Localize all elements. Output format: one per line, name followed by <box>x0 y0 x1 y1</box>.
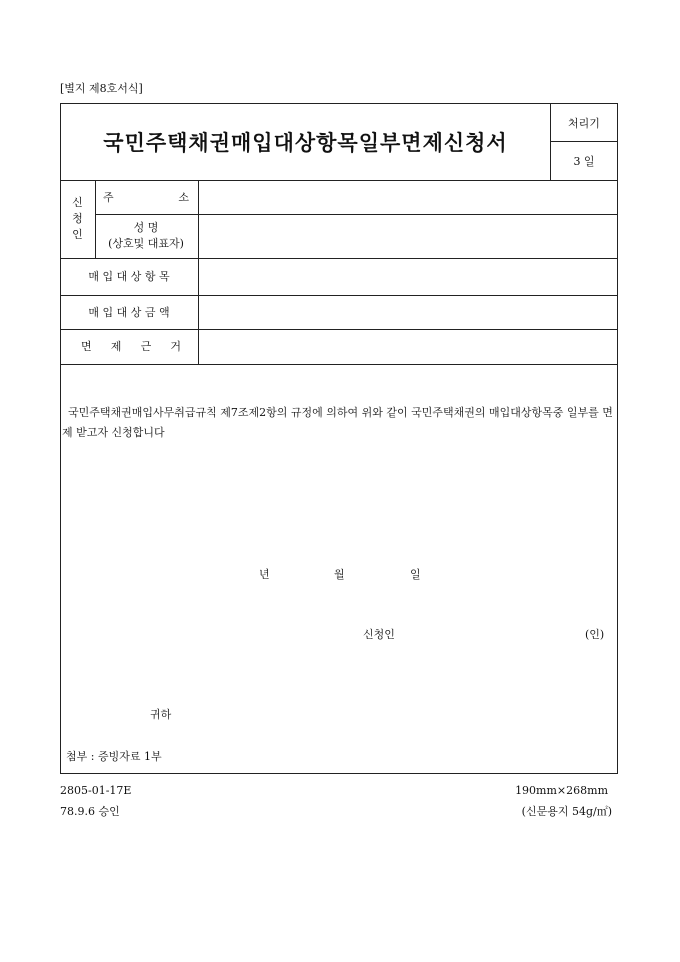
paper-spec: (신문용지 54g/㎡) <box>521 805 612 818</box>
purchase-amount-field[interactable] <box>198 295 617 328</box>
signature-label: 신청인 <box>363 628 395 641</box>
applicant-char: 청 <box>72 211 83 225</box>
applicant-group-label <box>61 180 94 257</box>
processing-period-value: 3 일 <box>573 154 595 168</box>
row-rule <box>61 364 617 365</box>
address-field[interactable] <box>198 180 617 214</box>
attachment-note: 첨부 : 증빙자료 1부 <box>66 750 162 763</box>
date-year: 년 <box>259 568 270 581</box>
name-field[interactable] <box>198 214 617 257</box>
approval-date: 78.9.6 승인 <box>60 805 120 818</box>
purchase-item-label: 매 입 대 상 항 목 <box>88 270 170 283</box>
seal-mark: (인) <box>585 628 605 641</box>
purchase-amount-label: 매 입 대 상 금 액 <box>88 305 170 319</box>
date-day: 일 <box>410 568 421 581</box>
paper-size: 190mm×268mm <box>515 784 608 797</box>
exemption-char: 제 <box>110 340 122 353</box>
date-month: 월 <box>334 568 345 581</box>
exemption-char: 근 <box>140 340 152 353</box>
form-title: 국민주택채권매입대상항목일부면제신청서 <box>103 130 508 155</box>
address-label <box>95 180 197 214</box>
application-statement: 국민주택채권매입사무취급규칙 제7조제2항의 규정에 의하여 위와 같이 국민주택채권의 매입대상항목중 일부를 면제 받고자 신청합니다 <box>62 406 613 439</box>
recipient: 귀하 <box>150 708 172 721</box>
form-label: [별지 제8호서식] <box>60 82 143 95</box>
name-label-main: 성 명 <box>133 220 159 234</box>
name-label-sub: (상호및 대표자) <box>108 236 184 250</box>
form-code: 2805-01-17E <box>60 784 132 797</box>
applicant-char: 인 <box>72 227 83 241</box>
processing-period-header: 처리기 <box>568 116 600 130</box>
purchase-item-field[interactable] <box>198 258 617 294</box>
name-label <box>95 214 197 257</box>
address-char: 소 <box>178 191 189 204</box>
exemption-char: 면 <box>81 340 92 353</box>
exemption-char: 거 <box>170 340 181 353</box>
exemption-basis-label <box>61 329 197 363</box>
address-char: 주 <box>103 191 114 204</box>
applicant-char: 신 <box>72 195 83 209</box>
exemption-basis-field[interactable] <box>198 329 617 363</box>
